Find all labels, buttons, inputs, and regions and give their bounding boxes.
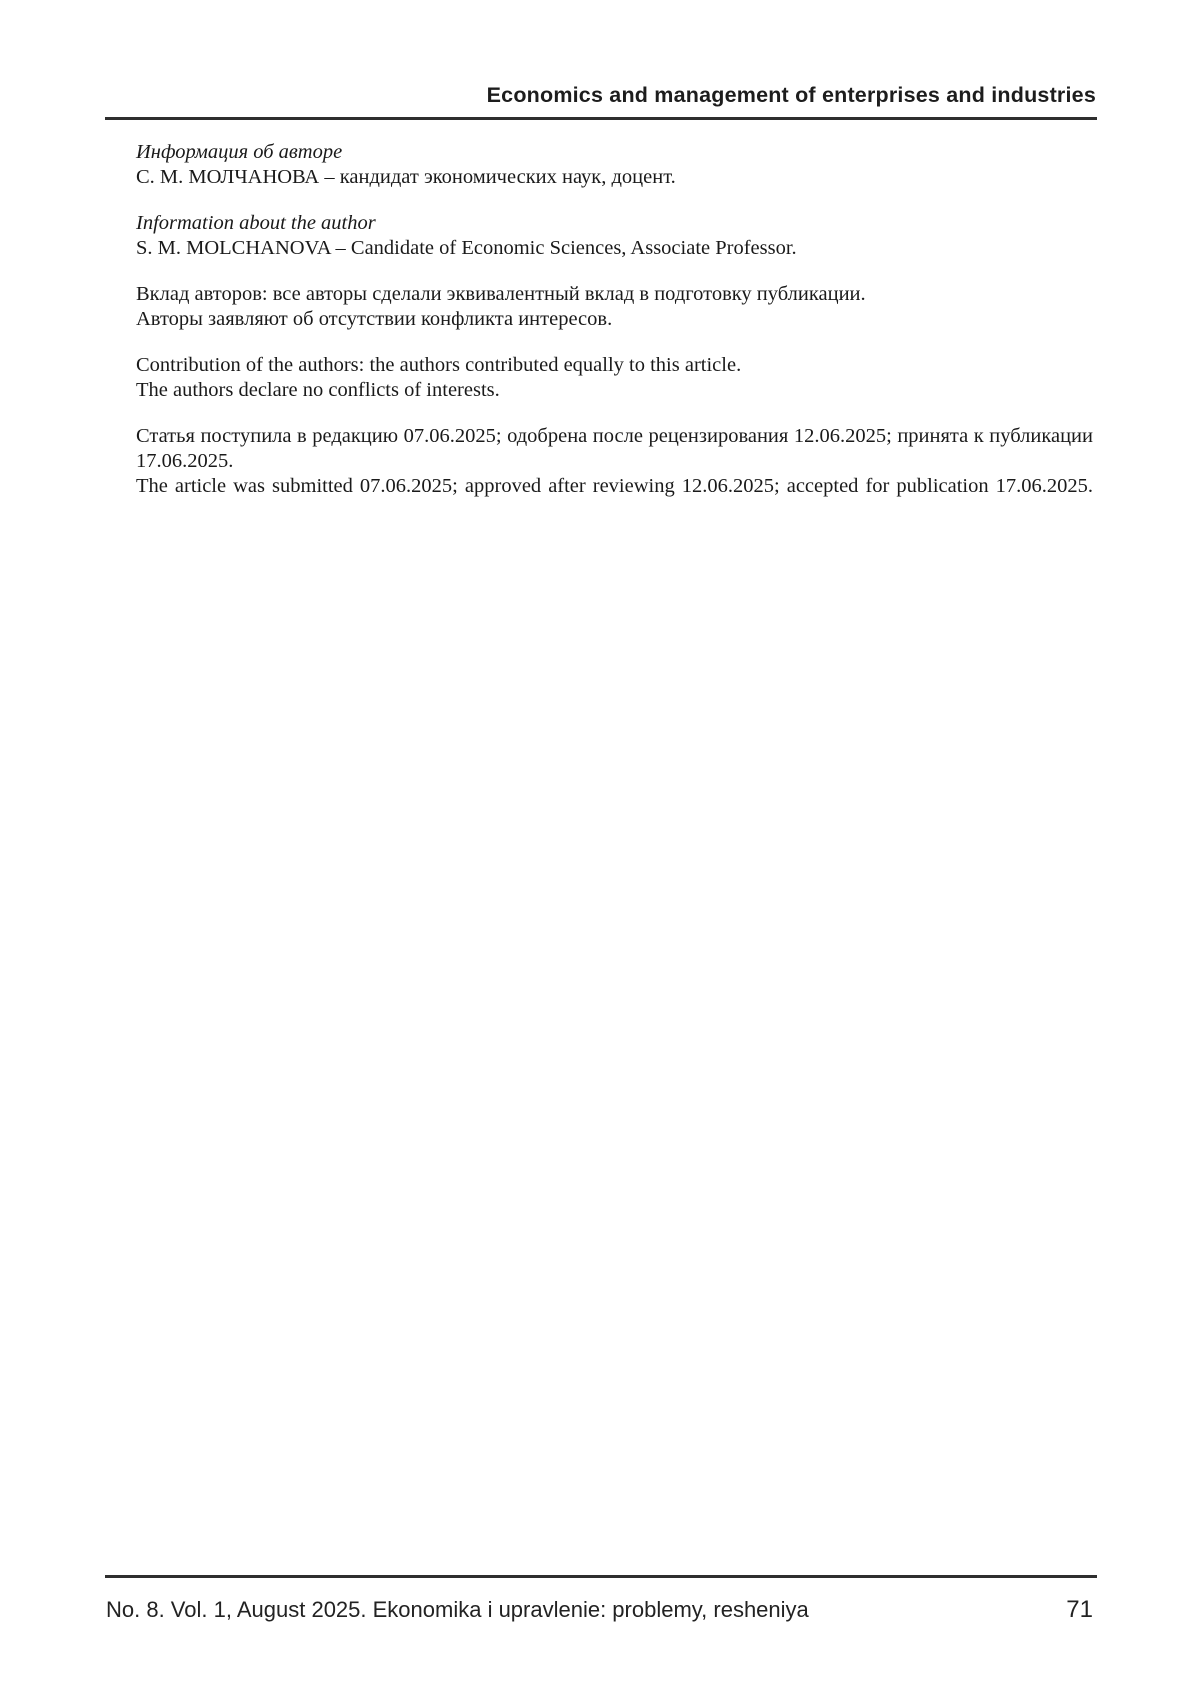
article-dates-ru-line1: Статья поступила в редакцию 07.06.2025; одобрена после рецензирования 12.06.2025; принята к публикации	[136, 425, 1093, 447]
author-info-ru-label: Информация об авторе	[136, 141, 343, 163]
author-info-en-paragraph	[136, 211, 1093, 261]
running-header-title: Economics and management of enterprises and industries	[486, 83, 1096, 107]
contribution-ru-paragraph	[136, 282, 1093, 332]
footer-rule	[105, 1575, 1097, 1578]
contribution-ru-line2: Авторы заявляют об отсутствии конфликта интересов.	[136, 308, 613, 330]
contribution-en-paragraph	[136, 353, 1093, 403]
header-rule	[105, 117, 1097, 120]
article-dates-ru-line2: 17.06.2025.	[136, 450, 234, 472]
article-dates-paragraph	[136, 424, 1093, 499]
article-dates-en: The article was submitted 07.06.2025; approved after reviewing 12.06.2025; accepted for publication 17.06.2025.	[136, 475, 1093, 497]
author-info-en-label: Information about the author	[136, 212, 376, 234]
footer-page-number: 71	[1066, 1596, 1093, 1623]
article-back-matter	[136, 140, 1093, 499]
footer-journal-info: No. 8. Vol. 1, August 2025. Ekonomika i upravlenie: problemy, resheniya	[106, 1597, 809, 1622]
contribution-ru-line1: Вклад авторов: все авторы сделали эквивалентный вклад в подготовку публикации.	[136, 283, 866, 305]
contribution-en-line1: Contribution of the authors: the authors contributed equally to this article.	[136, 354, 742, 376]
contribution-en-line2: The authors declare no conflicts of interests.	[136, 379, 500, 401]
page-footer	[106, 1596, 1093, 1624]
author-info-en-text: S. M. MOLCHANOVA – Candidate of Economic Sciences, Associate Professor.	[136, 237, 797, 259]
author-info-ru-text: С. М. МОЛЧАНОВА – кандидат экономических наук, доцент.	[136, 166, 676, 188]
author-info-ru-paragraph	[136, 140, 1093, 190]
